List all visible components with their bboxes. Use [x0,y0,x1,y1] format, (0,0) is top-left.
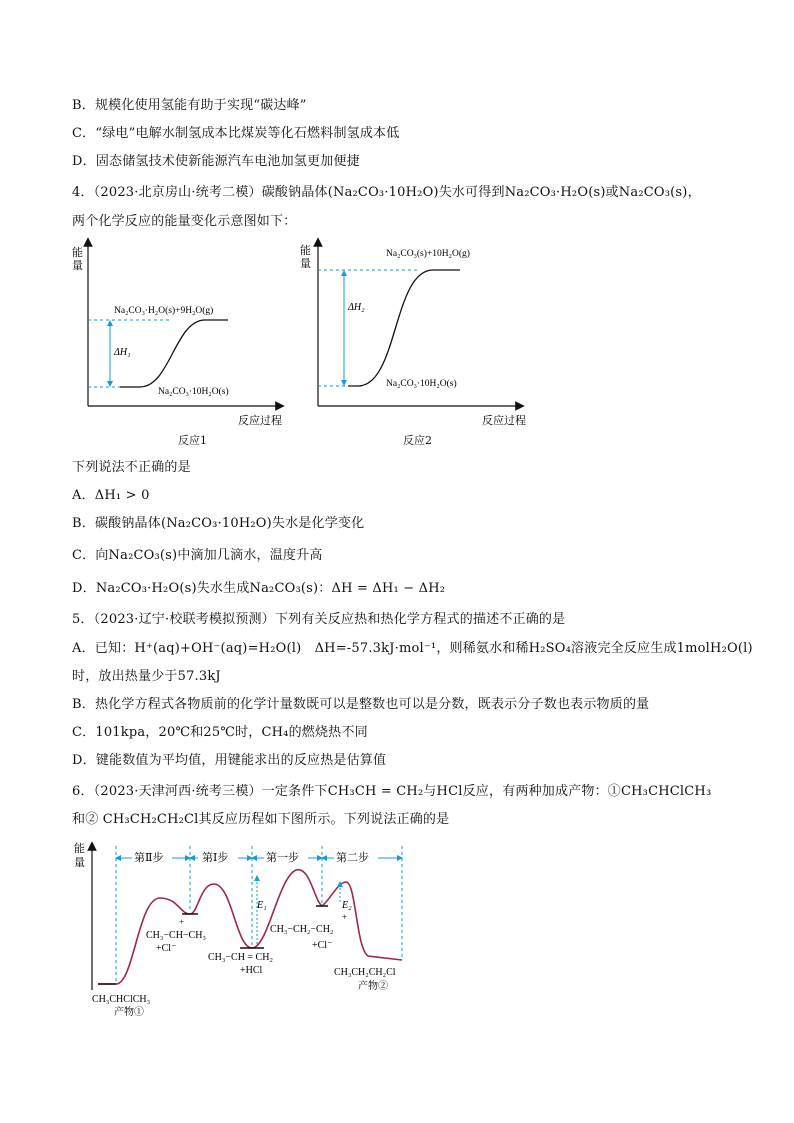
q4-option-b: B．碳酸钠晶体(Na₂CO₃·10H₂O)失水是化学变化 [72,516,365,531]
inter2-formula: CH₃−CH₂−CH₂ [270,924,334,935]
inter2-plus: + [342,912,348,922]
energy-diagram-1 [70,236,300,436]
step-label: 第Ⅱ步 [134,852,164,864]
d2-product: Na₂CO₃(s)+10H₂O(g) [386,249,470,259]
q3-option-d: D．固态储氢技术使新能源汽车电池加氢更加便捷 [72,154,360,169]
q6-stem: 6．（2023·天津河西·统考三模）一定条件下CH₃CH = CH₂与HCl反应，有两种加成产物：①CH₃CHClCH₃ [72,784,712,799]
product1-label: 产物① [114,1007,144,1018]
product2-label: 产物② [358,981,388,992]
reaction-profile-diagram [72,838,412,1018]
q4-option-a: A．ΔH₁ > 0 [72,488,150,503]
d2-ylabel-2: 量 [300,258,311,270]
product1-formula: CH₃CHClCH₃ [92,994,151,1005]
inter1-formula: CH₃−CH−CH₃ [146,930,206,941]
e2-label: E₂ [342,900,352,911]
d1-ylabel-2: 量 [72,260,83,272]
inter2-ion: +Cl⁻ [312,940,333,951]
q4-option-c: C．向Na₂CO₃(s)中滴加几滴水，温度升高 [72,548,323,563]
step-label: 第一步 [266,852,299,864]
q3-option-c: C．“绿电”电解水制氢成本比煤炭等化石燃料制氢成本低 [72,126,400,141]
d3-ylabel-2: 量 [74,857,85,869]
d1-caption: 反应1 [178,434,207,447]
q4-stem-cont: 两个化学反应的能量变化示意图如下： [72,214,297,229]
reactant-hcl: +HCl [240,965,263,976]
d3-ylabel-1: 能 [74,843,85,855]
q3-option-b: B．规模化使用氢能有助于实现“碳达峰” [72,98,307,113]
q5-option-a: A．已知：H⁺(aq)+OH⁻(aq)=H₂O(l) ΔH=-57.3kJ·mol⁻¹，则稀氨水和稀H₂SO₄溶液完全反应生成1molH₂O(l) [72,641,753,656]
step-label: 第二步 [336,852,369,864]
d1-delta: ΔH₁ [114,347,131,358]
d2-reactant: Na₂CO₃·10H₂O(s) [386,379,457,389]
q5-option-a-cont: 时，放出热量少于57.3kJ [72,669,221,684]
d1-xlabel: 反应过程 [238,415,282,427]
d2-delta: ΔH₂ [348,302,365,313]
d2-ylabel-1: 能 [300,245,311,257]
product2-formula: CH₃CH₂CH₂Cl [334,967,396,978]
inter1-ion: +Cl⁻ [156,943,177,954]
q5-option-d: D．键能数值为平均值，用键能求出的反应热是估算值 [72,753,387,768]
d1-product: Na₂CO₃·H₂O(s)+9H₂O(g) [114,306,214,316]
q4-stem: 4．（2023·北京房山·统考二模）碳酸钠晶体(Na₂CO₃·10H₂O)失水可得到Na₂CO₃·H₂O(s)或Na₂CO₃(s)， [72,185,701,200]
q4-question: 下列说法不正确的是 [72,460,191,475]
d2-caption: 反应2 [403,434,432,447]
q6-stem-cont: 和② CH₃CH₂CH₂Cl其反应历程如下图所示。下列说法正确的是 [72,812,450,827]
q5-option-b: B．热化学方程式各物质前的化学计量数既可以是整数也可以是分数，既表示分子数也表示物质的量 [72,697,650,712]
d1-reactant: Na₂CO₃·10H₂O(s) [158,387,229,397]
energy-diagram-2 [298,236,538,436]
q5-stem: 5．（2023·辽宁·校联考模拟预测）下列有关反应热和热化学方程式的描述不正确的是 [72,612,566,627]
e1-label: E₁ [257,900,267,911]
q4-option-d: D．Na₂CO₃·H₂O(s)失水生成Na₂CO₃(s)：ΔH = ΔH₁ − ΔH₂ [72,581,446,596]
d1-ylabel-1: 能 [72,247,83,259]
step-label: 第Ⅰ步 [202,852,229,864]
reactant-formula: CH₃−CH = CH₂ [208,952,273,963]
inter1-plus: + [179,917,185,927]
d2-xlabel: 反应过程 [482,415,526,427]
q5-option-c: C．101kpa，20℃和25℃时，CH₄的燃烧热不同 [72,725,368,740]
